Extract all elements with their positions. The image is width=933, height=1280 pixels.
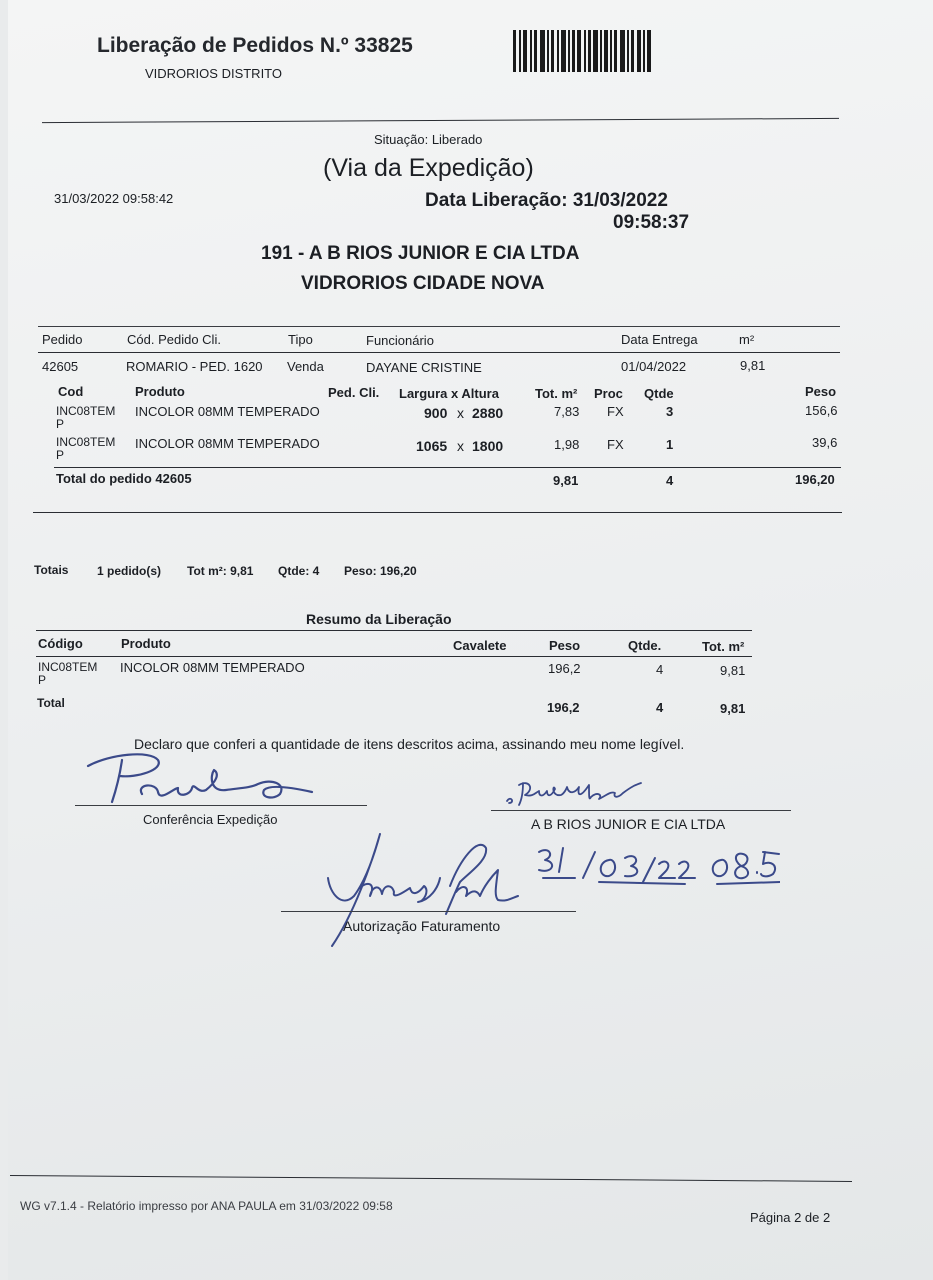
- summary-qtde: 4: [656, 662, 664, 677]
- item-x: x: [457, 438, 464, 454]
- item-largura: 900: [424, 405, 448, 421]
- declaration-text: Declaro que conferi a quantidade de itens descritos acima, assinando meu nome legível.: [134, 736, 685, 752]
- summary-total-tot-m2: 9,81: [720, 701, 746, 716]
- order-data-entrega: 01/04/2022: [621, 359, 687, 374]
- item-produto: INCOLOR 08MM TEMPERADO: [135, 436, 320, 451]
- signature-conference: [80, 748, 320, 808]
- document-title: Liberação de Pedidos N.º 33825: [97, 34, 413, 57]
- item-cod: INC08TEM: [56, 435, 116, 449]
- item-cod-wrap: P: [56, 417, 65, 431]
- item-qtde: 3: [666, 404, 674, 419]
- client-signature-label: A B RIOS JUNIOR E CIA LTDA: [531, 816, 726, 832]
- summary-col-peso: Peso: [549, 638, 581, 653]
- item-qtde: 1: [666, 437, 674, 452]
- client-name: 191 - A B RIOS JUNIOR E CIA LTDA: [261, 243, 580, 264]
- order-total-peso: 196,20: [795, 472, 835, 487]
- totals-label: Totais: [34, 563, 69, 577]
- situation-label: Situação: Liberado: [374, 132, 483, 147]
- col-ped-cli: Ped. Cli.: [328, 385, 380, 400]
- authorization-label: Autorização Faturamento: [343, 918, 501, 934]
- item-tot-m2: 7,83: [554, 404, 580, 419]
- release-time: 09:58:37: [613, 212, 690, 233]
- col-qtde: Qtde: [644, 386, 674, 401]
- summary-total-label: Total: [37, 696, 65, 710]
- summary-codigo: INC08TEM: [38, 660, 98, 674]
- signature-line-conference: [75, 805, 367, 806]
- summary-total-peso: 196,2: [547, 700, 580, 715]
- company-name: VIDRORIOS DISTRITO: [145, 66, 282, 81]
- signature-line-authorization: [281, 911, 576, 912]
- col-tot-m2: Tot. m²: [535, 386, 578, 401]
- col-peso: Peso: [805, 384, 837, 399]
- summary-header-rule: [36, 656, 752, 657]
- item-peso: 156,6: [805, 403, 838, 418]
- order-total-label: Total do pedido 42605: [56, 471, 192, 486]
- item-proc: FX: [607, 437, 624, 452]
- signature-line-client: [491, 810, 791, 811]
- col-largura-altura: Largura x Altura: [399, 386, 499, 401]
- summary-title: Resumo da Liberação: [306, 611, 452, 627]
- col-pedido: Pedido: [42, 332, 83, 347]
- item-tot-m2: 1,98: [554, 437, 580, 452]
- item-cod-wrap: P: [56, 448, 65, 462]
- client-store: VIDRORIOS CIDADE NOVA: [301, 273, 545, 294]
- col-m2: m²: [739, 332, 755, 347]
- item-produto: INCOLOR 08MM TEMPERADO: [135, 404, 320, 419]
- order-m2: 9,81: [740, 358, 766, 373]
- totals-qtde: Qtde: 4: [278, 564, 320, 578]
- order-section-rule: [33, 512, 842, 513]
- order-cod-pedido-cli: ROMARIO - PED. 1620: [126, 359, 263, 374]
- totals-m2: Tot m²: 9,81: [187, 564, 254, 578]
- item-peso: 39,6: [812, 435, 838, 450]
- summary-col-cavalete: Cavalete: [453, 638, 507, 653]
- order-total-qtde: 4: [666, 473, 674, 488]
- col-cod-pedido-cli: Cód. Pedido Cli.: [127, 332, 221, 347]
- order-pedido: 42605: [42, 359, 79, 374]
- item-cod: INC08TEM: [56, 404, 116, 418]
- item-x: x: [457, 405, 464, 421]
- item-altura: 2880: [472, 405, 504, 421]
- via-label: (Via da Expedição): [323, 154, 534, 182]
- item-largura: 1065: [416, 438, 448, 454]
- summary-col-produto: Produto: [121, 636, 171, 651]
- summary-top-rule: [36, 630, 752, 631]
- signature-client: [505, 773, 645, 809]
- items-total-rule: [54, 467, 841, 468]
- item-altura: 1800: [472, 438, 504, 454]
- report-info: WG v7.1.4 - Relatório impresso por ANA PAULA em 31/03/2022 09:58: [20, 1199, 393, 1213]
- col-funcionario: Funcionário: [366, 333, 434, 348]
- totals-pedidos: 1 pedido(s): [97, 564, 162, 578]
- summary-col-qtde: Qtde.: [628, 638, 662, 653]
- col-data-entrega: Data Entrega: [621, 332, 698, 347]
- col-tipo: Tipo: [288, 332, 313, 347]
- page-number: Página 2 de 2: [750, 1210, 831, 1225]
- order-total-m2: 9,81: [553, 473, 579, 488]
- col-cod: Cod: [58, 384, 84, 399]
- print-datetime: 31/03/2022 09:58:42: [54, 191, 174, 206]
- order-table-top-rule: [38, 326, 840, 327]
- item-proc: FX: [607, 404, 624, 419]
- col-produto: Produto: [135, 384, 185, 399]
- totals-peso: Peso: 196,20: [344, 564, 417, 578]
- summary-col-tot-m2: Tot. m²: [702, 639, 745, 654]
- col-proc: Proc: [594, 386, 623, 401]
- summary-col-codigo: Código: [38, 636, 83, 651]
- conference-label: Conferência Expedição: [143, 812, 278, 827]
- release-date: Data Liberação: 31/03/2022: [425, 190, 668, 211]
- summary-total-qtde: 4: [656, 700, 664, 715]
- summary-codigo-wrap: P: [38, 673, 47, 687]
- order-header-rule: [38, 352, 840, 353]
- handwritten-date: [535, 842, 780, 886]
- summary-produto: INCOLOR 08MM TEMPERADO: [120, 660, 305, 675]
- summary-peso: 196,2: [548, 661, 581, 676]
- barcode: [513, 30, 653, 72]
- order-tipo: Venda: [287, 359, 324, 374]
- summary-tot-m2: 9,81: [720, 663, 746, 678]
- order-funcionario: DAYANE CRISTINE: [366, 360, 482, 375]
